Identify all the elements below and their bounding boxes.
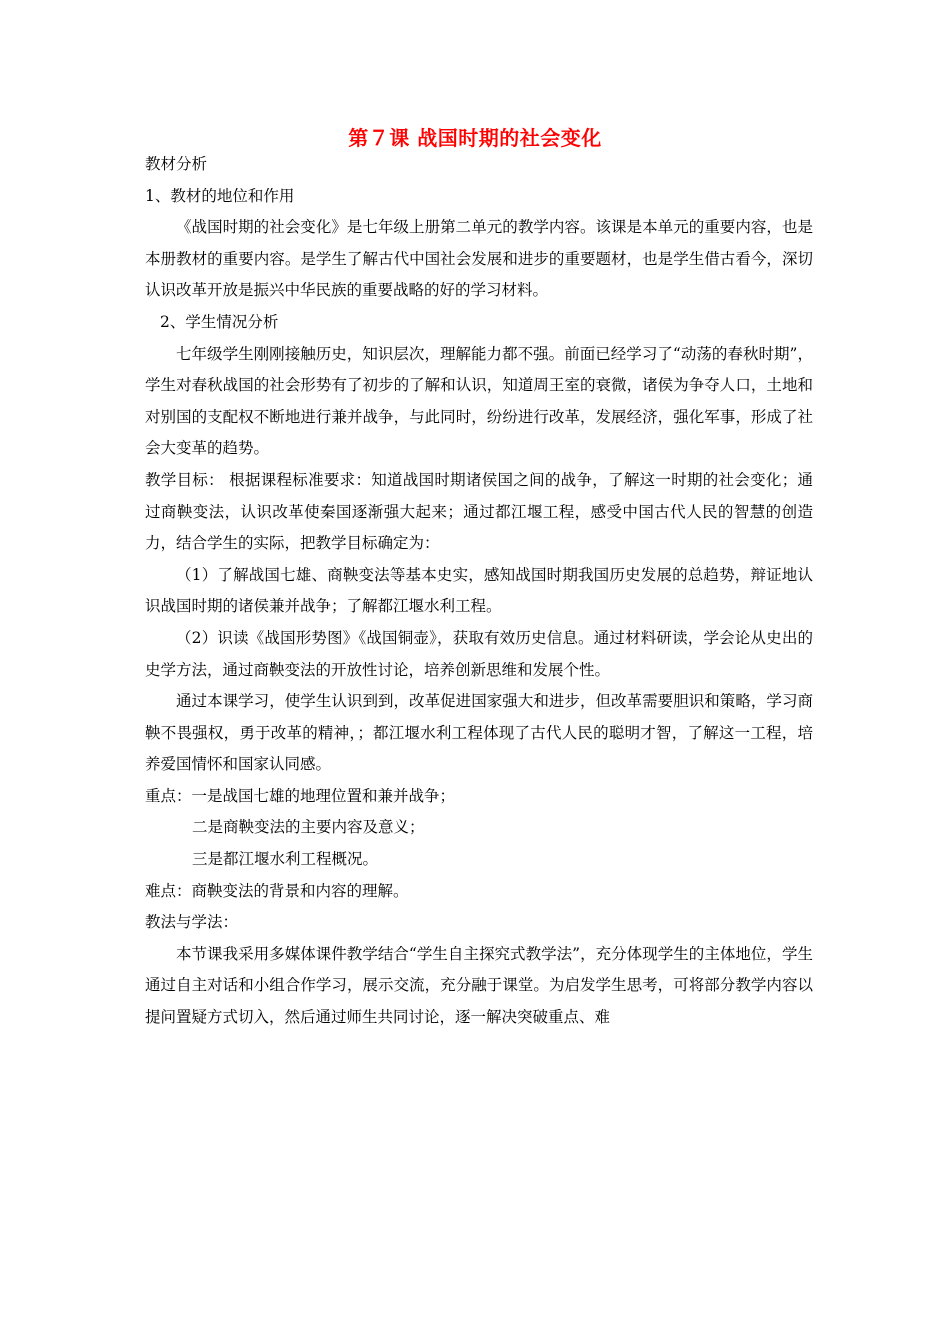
paragraph-methods: 本节课我采用多媒体课件教学结合“学生自主探究式教学法”，充分体现学生的主体地位，学生通过自主对话和小组合作学习，展示交流，充分融于课堂。为启发学生思考，可将部分教学内容以提问置疑方式切入，然后通过师生共同讨论，逐一解决突破重点、难 — [145, 944, 813, 1027]
paragraph-difficulty: 难点：商鞅变法的背景和内容的理解。 — [145, 881, 409, 900]
paragraph-material-position: 《战国时期的社会变化》是七年级上册第二单元的教学内容。该课是本单元的重要内容，也是本册教材的重要内容。是学生了解古代中国社会发展和进步的重要题材，也是学生借古看今，深切认识改革开放是振兴中华民族的重要战略的好的学习材料。 — [145, 218, 813, 300]
document-body — [145, 149, 813, 1034]
paragraph-key-point-2: 二是商鞅变法的主要内容及意义； — [192, 818, 425, 837]
section-heading-material-analysis: 教材分析 — [145, 155, 208, 173]
paragraph-key-point-1: 重点：一是战国七雄的地理位置和兼并战争； — [145, 786, 456, 805]
section-heading-methods: 教法与学法： — [145, 913, 239, 932]
paragraph-goal-1: （1）了解战国七雄、商鞅变法等基本史实，感知战国时期我国历史发展的总趋势，辩证地认识战国时期的诸侯兼并战争；了解都江堰水利工程。 — [145, 565, 813, 616]
subheading-material-position: 1、教材的地位和作用 — [145, 186, 295, 205]
paragraph-student-analysis: 七年级学生刚刚接触历史，知识层次，理解能力都不强。前面已经学习了“动荡的春秋时期”，学生对春秋战国的社会形势有了初步的了解和认识，知道周王室的衰微，诸侯为争夺人口，土地和对别国的支配权不断地进行兼并战争，与此同时，纷纷进行改革，发展经济，强化军事，形成了社会大变革的趋势。 — [145, 344, 813, 458]
paragraph-goal-3: 通过本课学习，使学生认识到到，改革促进国家强大和进步，但改革需要胆识和策略，学习商鞅不畏强权，勇于改革的精神，；都江堰水利工程体现了古代人民的聪明才智，了解这一工程，培养爱国情怀和国家认同感。 — [145, 692, 813, 774]
subheading-student-analysis: 2、学生情况分析 — [160, 312, 279, 331]
paragraph-key-point-3: 三是都江堰水利工程概况。 — [192, 850, 379, 869]
page-title: 第７课 战国时期的社会变化 — [348, 126, 602, 150]
paragraph-teaching-goals: 教学目标： 根据课程标准要求：知道战国时期诸侯国之间的战争，了解这一时期的社会变化；通过商鞅变法，认识改革使秦国逐渐强大起来；通过都江堰工程，感受中国古代人民的智慧的创造力，结合学生的实际，把教学目标确定为： — [145, 470, 813, 553]
paragraph-goal-2: （2）识读《战国形势图》《战国铜壶》，获取有效历史信息。通过材料研读，学会论从史出的史学方法，通过商鞅变法的开放性讨论，培养创新思维和发展个性。 — [145, 628, 813, 679]
